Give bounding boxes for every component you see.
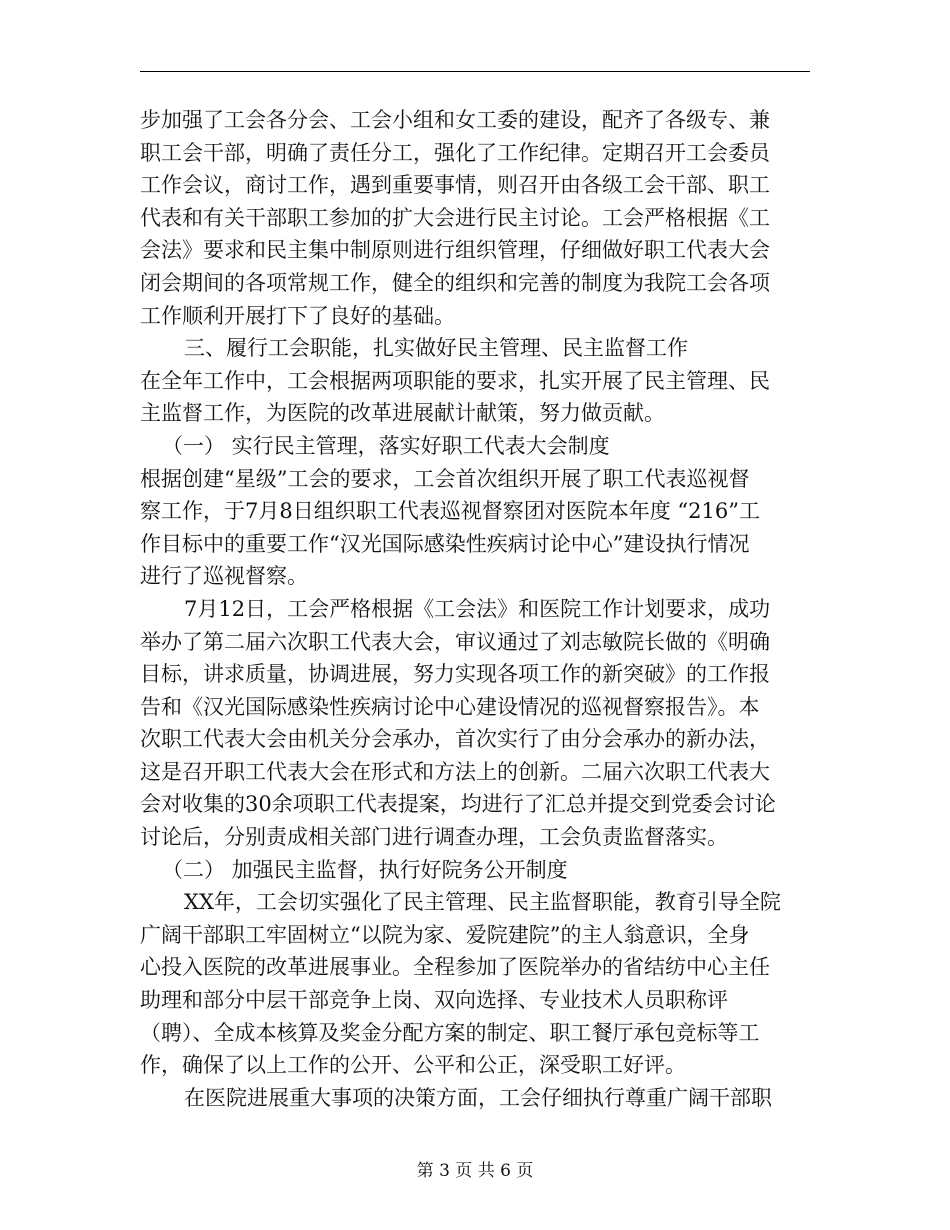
text-line: XX年，工会切实强化了民主管理、民主监督职能，教育引导全院 xyxy=(184,890,781,915)
text-line: 目标，讲求质量，协调进展，努力实现各项工作的新突破》的工作报 xyxy=(140,662,770,687)
text-line: 广阔干部职工牢固树立“以院为家、爱院建院”的主人翁意识，全身 xyxy=(140,922,750,947)
page-number-footer: 第 3 页 共 6 页 xyxy=(416,1161,534,1181)
text-line: 这是召开职工代表大会在形式和方法上的创新。二届六次职工代表大 xyxy=(140,759,770,784)
text-line: 工作会议，商讨工作，遇到重要事情，则召开由各级工会干部、职工 xyxy=(140,173,770,198)
text-line: 告和《汉光国际感染性疾病讨论中心建设情况的巡视督察报告》。本 xyxy=(140,694,760,719)
text-line: （一） 实行民主管理，落实好职工代表大会制度 xyxy=(162,433,610,458)
text-line: 闭会期间的各项常规工作，健全的组织和完善的制度为我院工会各项 xyxy=(140,270,770,295)
text-line: 举办了第二届六次职工代表大会，审议通过了刘志敏院长做的《明确 xyxy=(140,629,770,654)
header-rule xyxy=(140,71,810,72)
text-line: 主监督工作，为医院的改革进展献计献策，努力做贡献。 xyxy=(140,401,665,426)
text-line: 察工作，于7月8日组织职工代表巡视督察团对医院本年度 “216”工 xyxy=(140,499,760,524)
text-line: 次职工代表大会由机关分会承办，首次实行了由分会承办的新办法， xyxy=(140,727,770,752)
text-line: 讨论后，分别责成相关部门进行调查办理，工会负责监督落实。 xyxy=(140,825,728,850)
text-line: 三、履行工会职能，扎实做好民主管理、民主监督工作 xyxy=(184,336,688,361)
text-line: （聘）、全成本核算及奖金分配方案的制定、职工餐厅承包竞标等工 xyxy=(140,1020,760,1045)
text-line: 在全年工作中，工会根据两项职能的要求，扎实开展了民主管理、民 xyxy=(140,368,770,393)
text-line: 在医院进展重大事项的决策方面，工会仔细执行尊重广阔干部职 xyxy=(184,1085,772,1110)
text-line: 助理和部分中层干部竞争上岗、双向选择、专业技术人员职称评 xyxy=(140,988,728,1013)
text-line: 7月12日，工会严格根据《工会法》和医院工作计划要求，成功 xyxy=(184,596,771,621)
document-body xyxy=(140,104,810,1114)
text-line: 根据创建“星级”工会的要求，工会首次组织开展了职工代表巡视督 xyxy=(140,466,750,491)
text-line: 工作顺利开展打下了良好的基础。 xyxy=(140,303,455,328)
text-line: （二） 加强民主监督，执行好院务公开制度 xyxy=(162,857,568,882)
text-line: 会对收集的30余项职工代表提案，均进行了汇总并提交到党委会讨论 xyxy=(140,792,776,817)
text-line: 步加强了工会各分会、工会小组和女工委的建设，配齐了各级专、兼 xyxy=(140,108,770,132)
text-line: 职工会干部，明确了责任分工，强化了工作纪律。定期召开工会委员 xyxy=(140,140,770,165)
text-line: 作目标中的重要工作“汉光国际感染性疾病讨论中心”建设执行情况 xyxy=(140,531,750,556)
text-line: 心投入医院的改革进展事业。全程参加了医院举办的省结纺中心主任 xyxy=(140,955,770,980)
text-line: 进行了巡视督察。 xyxy=(140,564,308,589)
text-line: 作，确保了以上工作的公开、公平和公正，深受职工好评。 xyxy=(140,1053,686,1078)
text-line: 代表和有关干部职工参加的扩大会进行民主讨论。工会严格根据《工 xyxy=(140,205,770,230)
text-line: 会法》要求和民主集中制原则进行组织管理，仔细做好职工代表大会 xyxy=(140,238,770,263)
